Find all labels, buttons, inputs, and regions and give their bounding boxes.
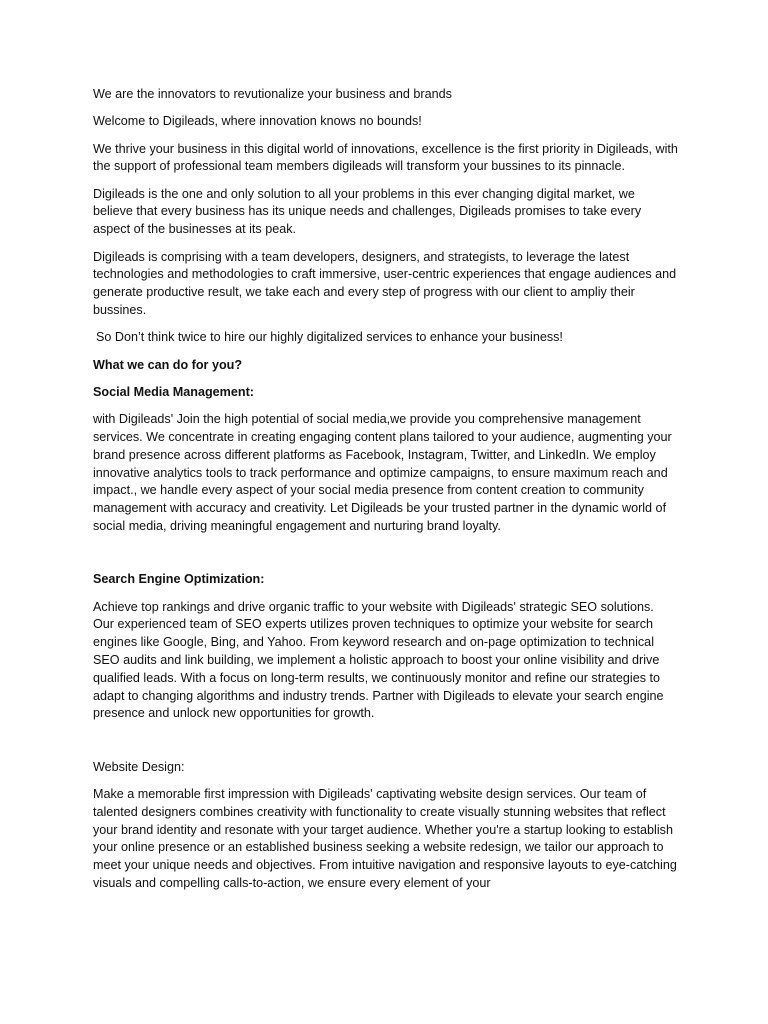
intro-paragraph-2: Digileads is the one and only solution to all your problems in this ever changing digital market, we believe that every business has its unique needs and challenges, Digileads promises to take every aspect of the businesses at its peak. [93,186,642,237]
welcome-text: Welcome to Digileads, where innovation knows no bounds! [93,114,422,129]
section-spacer [93,545,678,571]
intro-paragraph-1: We thrive your business in this digital world of innovations, excellence is the first priority in Digileads, with the support of professional team members digileads will transform your bussines to its pinnacle. [93,141,678,174]
call-to-action: So Don’t think twice to hire our highly digitalized services to enhance your business! [96,330,563,345]
web-design-body: Make a memorable first impression with Digileads' captivating website design services. Our team of talented designers combines creativity with functionality to create visually stunning websites that reflect your brand identity and resonate with your target audience. Whether you're a startup looking to establish your online presence or an established business seeking a website redesign, we tailor our approach to meet your unique needs and objectives. From intuitive navigation and responsive layouts to eye-catching visuals and compelling calls-to-action, we ensure every element of your [93,786,677,890]
social-media-body: with Digileads' Join the high potential of social media,we provide you comprehensive management services. We concentrate in creating engaging content plans tailored to your audience, augmenting your brand presence across different platforms as Facebook, Instagram, Twitter, and LinkedIn. We employ innovative analytics tools to track performance and optimize campaigns, to ensure maximum reach and impact., we handle every aspect of your social media presence from content creation to community management with accuracy and creativity. Let Digileads be your trusted partner in the dynamic world of social media, driving meaningful engagement and nurturing brand loyalty. [93,412,672,533]
document-page [93,86,678,902]
section-spacer [93,733,678,759]
social-media-heading: Social Media Management: [93,384,254,399]
seo-body: Achieve top rankings and drive organic traffic to your website with Digileads' strategic SEO solutions. Our experienced team of SEO experts utilizes proven techniques to optimize your website for search engines like Google, Bing, and Yahoo. From keyword research and on-page optimization to technical SEO audits and link building, we implement a holistic approach to boost your online visibility and drive qualified leads. With a focus on long-term results, we continuously monitor and refine our strategies to adapt to changing algorithms and industry trends. Partner with Digileads to elevate your search engine presence and unlock new opportunities for growth. [93,599,664,721]
headline: We are the innovators to revutionalize your business and brands [93,87,452,101]
services-heading: What we can do for you? [93,357,243,372]
seo-heading: Search Engine Optimization: [93,572,265,587]
intro-paragraph-3: Digileads is comprising with a team developers, designers, and strategists, to leverage the latest technologies and methodologies to craft immersive, user-centric experiences that engage audiences and generate productive result, we take each and every step of progress with our client to ampliy their bussines. [93,249,677,317]
web-design-heading: Website Design: [93,759,185,774]
